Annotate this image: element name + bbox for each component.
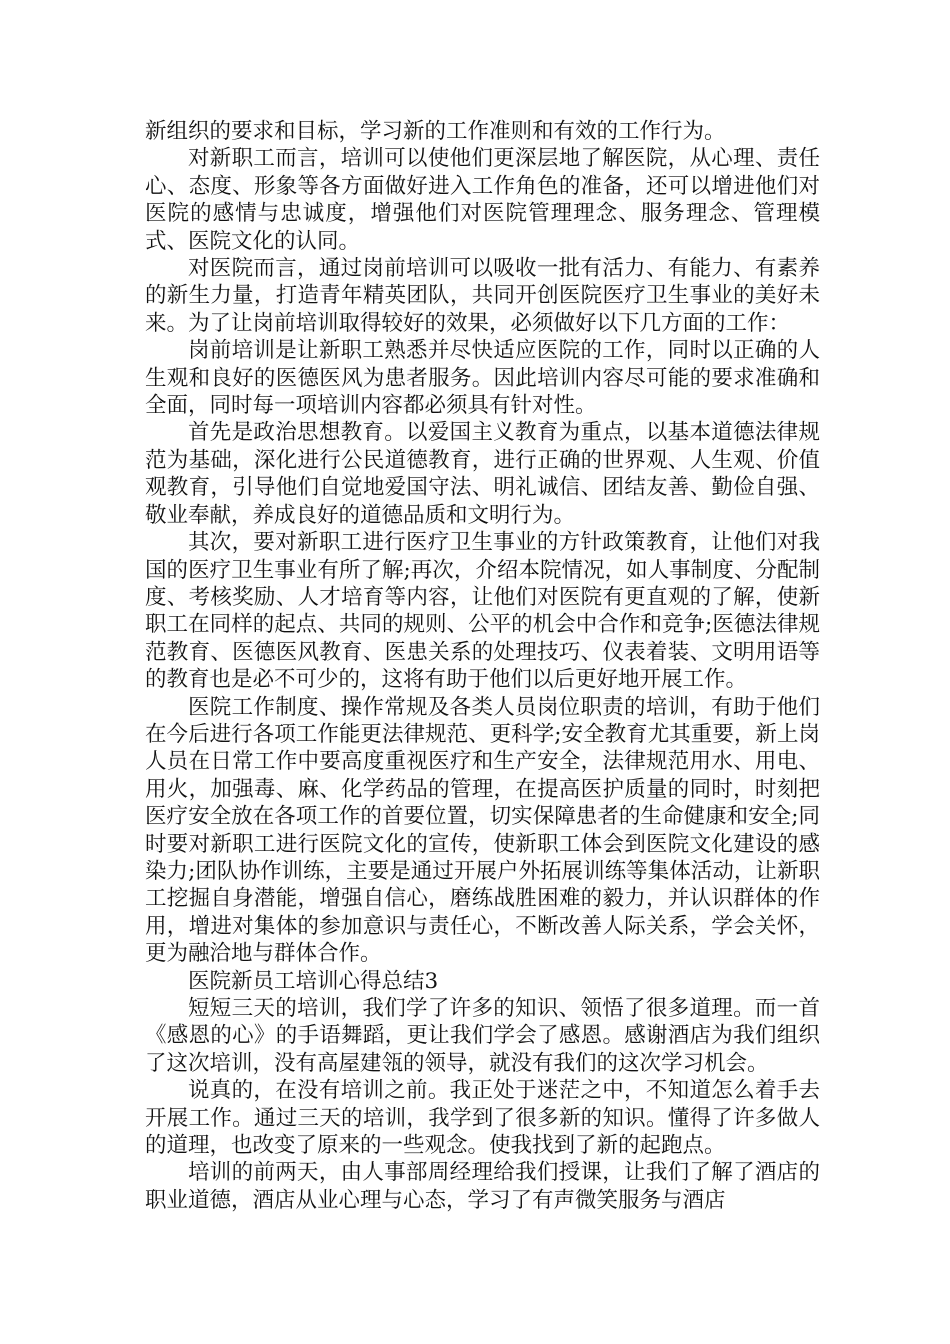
- paragraph-9: 说真的，在没有培训之前。我正处于迷茫之中，不知道怎么着手去开展工作。通过三天的培训，我学到了很多新的知识。懂得了许多做人的道理，也改变了原来的一些观念。使我找到了新的起跑点。: [145, 1078, 820, 1159]
- paragraph-10: 培训的前两天，由人事部周经理给我们授课，让我们了解了酒店的职业道德，酒店从业心理与心态，学习了有声微笑服务与酒店: [145, 1160, 820, 1213]
- paragraph-7: 医院工作制度、操作常规及各类人员岗位职责的培训，有助于他们在今后进行各项工作能更法律规范、更科学;安全教育尤其重要，新上岗人员在日常工作中要高度重视医疗和生产安全，法律规范用水、用电、用火，加强毒、麻、化学药品的管理，在提高医护质量的同时，时刻把医疗安全放在各项工作的首要位置，切实保障患者的生命健康和安全;同时要对新职工进行医院文化的宣传，使新职工体会到医院文化建设的感染力;团队协作训练，主要是通过开展户外拓展训练等集体活动，让新职工挖掘自身潜能，增强自信心，磨练战胜困难的毅力，并认识群体的作用，增进对集体的参加意识与责任心，不断改善人际关系，学会关怀，更为融洽地与群体合作。: [145, 694, 820, 967]
- section-heading: 医院新员工培训心得总结3: [188, 968, 439, 994]
- paragraph-8: 短短三天的培训，我们学了许多的知识、领悟了很多道理。而一首《感恩的心》的手语舞蹈，更让我们学会了感恩。感谢酒店为我们组织了这次培训，没有高屋建瓴的领导，就没有我们的这次学习机会。: [145, 996, 820, 1076]
- paragraph-1: 新组织的要求和目标，学习新的工作准则和有效的工作行为。: [145, 119, 726, 144]
- paragraph-4: 岗前培训是让新职工熟悉并尽快适应医院的工作，同时以正确的人生观和良好的医德医风为患者服务。因此培训内容尽可能的要求准确和全面，同时每一项培训内容都必须具有针对性。: [145, 338, 820, 419]
- paragraph-3: 对医院而言，通过岗前培训可以吸收一批有活力、有能力、有素养的新生力量，打造青年精英团队，共同开创医院医疗卫生事业的美好未来。为了让岗前培训取得较好的效果，必须做好以下几方面的工作：: [145, 256, 820, 336]
- paragraph-5: 首先是政治思想教育。以爱国主义教育为重点，以基本道德法律规范为基础，深化进行公民道德教育，进行正确的世界观、人生观、价值观教育，引导他们自觉地爱国守法、明礼诚信、团结友善、勤俭自强、敬业奉献，养成良好的道德品质和文明行为。: [145, 420, 820, 528]
- paragraph-2: 对新职工而言，培训可以使他们更深层地了解医院，从心理、责任心、态度、形象等各方面做好进入工作角色的准备，还可以增进他们对医院的感情与忠诚度，增强他们对医院管理理念、服务理念、管理模式、医院文化的认同。: [145, 146, 820, 254]
- paragraph-6: 其次，要对新职工进行医疗卫生事业的方针政策教育，让他们对我国的医疗卫生事业有所了解;再次，介绍本院情况，如人事制度、分配制度、考核奖励、人才培育等内容，让他们对医院有更直观的了解，使新职工在同样的起点、共同的规则、公平的机会中合作和竞争;医德法律规范教育、医德医风教育、医患关系的处理技巧、仪表着装、文明用语等的教育也是必不可少的，这将有助于他们以后更好地开展工作。: [145, 530, 820, 693]
- document-body: [145, 118, 820, 1214]
